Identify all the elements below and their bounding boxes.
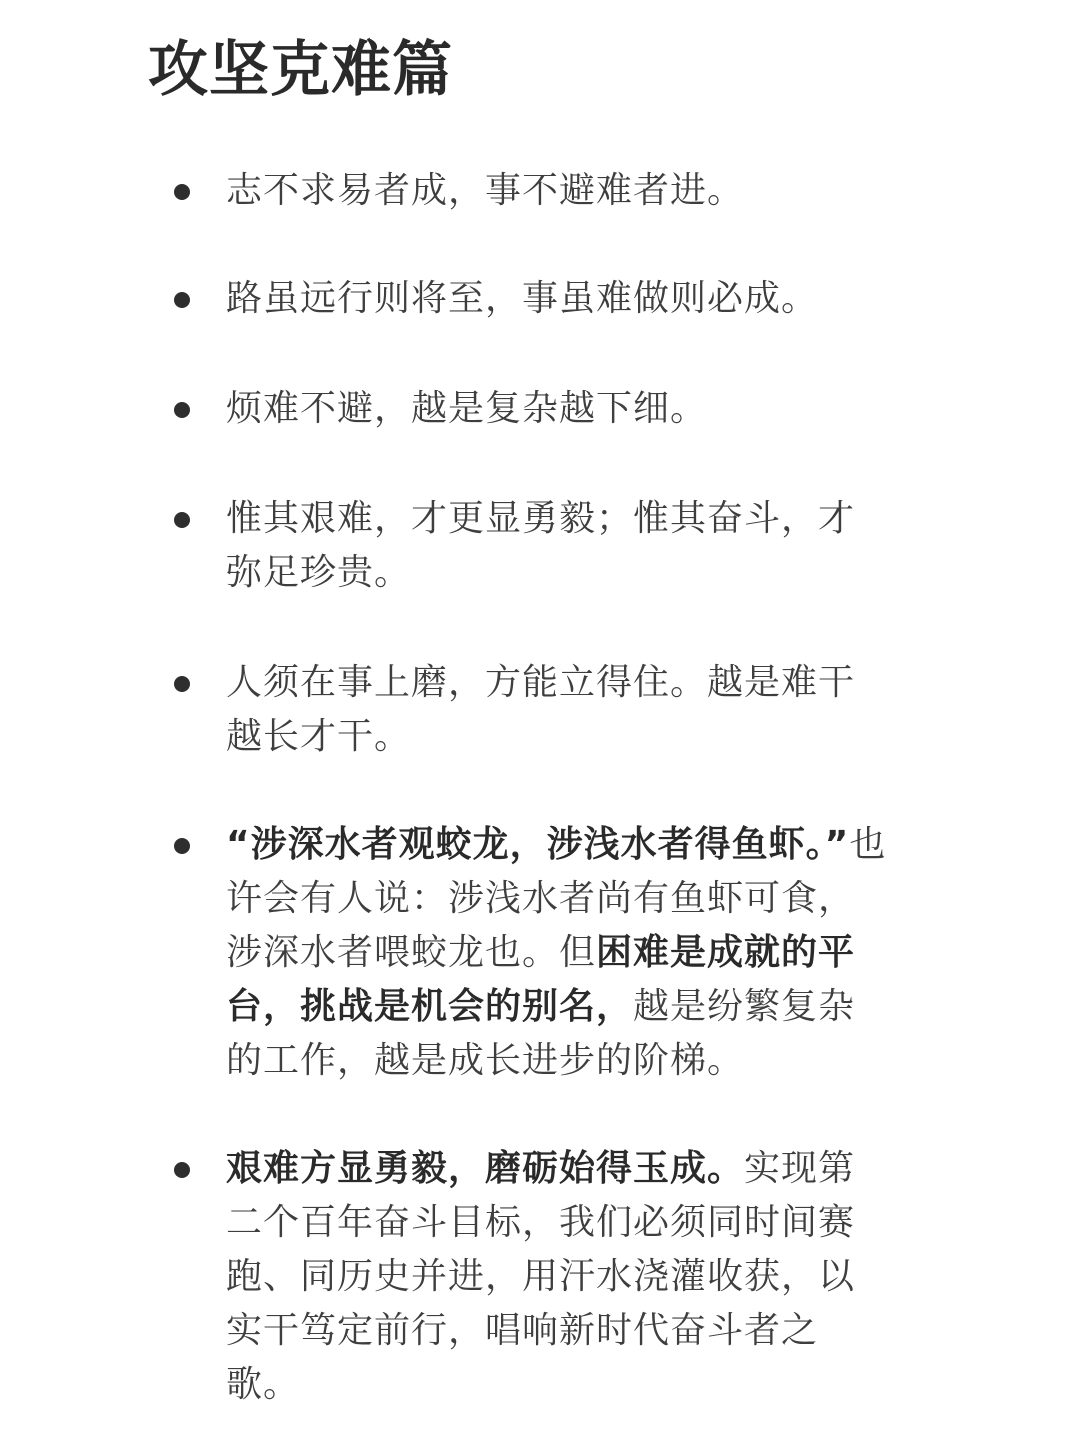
bullet-icon <box>174 512 190 528</box>
text-segment: 也许会有人说：涉浅水者尚有鱼虾可食，涉深水者喂蛟龙也。但 <box>226 824 887 973</box>
text-segment: 人须在事上磨，方能立得住。越是难干越长才干。 <box>226 662 856 757</box>
bold-text-segment: “涉深水者观蛟龙，涉浅水者得鱼虾。” <box>226 824 850 865</box>
text-segment: 实现第二个百年奋斗目标，我们必须同时间赛跑、同历史并进，用汗水浇灌收获，以实干笃定前行，唱响新时代奋斗者之歌。 <box>226 1148 856 1405</box>
text-segment: 志不求易者成，事不避难者进。 <box>226 170 745 211</box>
list-item-text <box>226 492 890 600</box>
bold-text-segment: 艰难方显勇毅，磨砺始得玉成。 <box>226 1148 745 1189</box>
text-segment: 惟其艰难，才更显勇毅；惟其奋斗，才弥足珍贵。 <box>226 498 856 593</box>
bullet-icon <box>174 402 190 418</box>
bullet-icon <box>174 1162 190 1178</box>
bullet-icon <box>174 676 190 692</box>
text-segment: 路虽远行则将至，事虽难做则必成。 <box>226 278 819 319</box>
bullet-icon <box>174 184 190 200</box>
text-segment: 越是纷繁复杂的工作，越是成长进步的阶梯。 <box>226 986 856 1081</box>
page-title: 攻坚克难篇 <box>148 35 453 105</box>
list-item-text <box>226 818 890 1088</box>
list-item-text <box>226 1142 890 1412</box>
list-item-text <box>226 272 890 326</box>
text-segment: 烦难不避，越是复杂越下细。 <box>226 388 708 429</box>
list-item-text <box>226 382 890 436</box>
list-item-text <box>226 656 890 764</box>
bold-text-segment: 困难是成就的平台，挑战是机会的别名， <box>226 932 856 1027</box>
list-item-text <box>226 164 890 218</box>
bullet-icon <box>174 838 190 854</box>
bullet-icon <box>174 292 190 308</box>
